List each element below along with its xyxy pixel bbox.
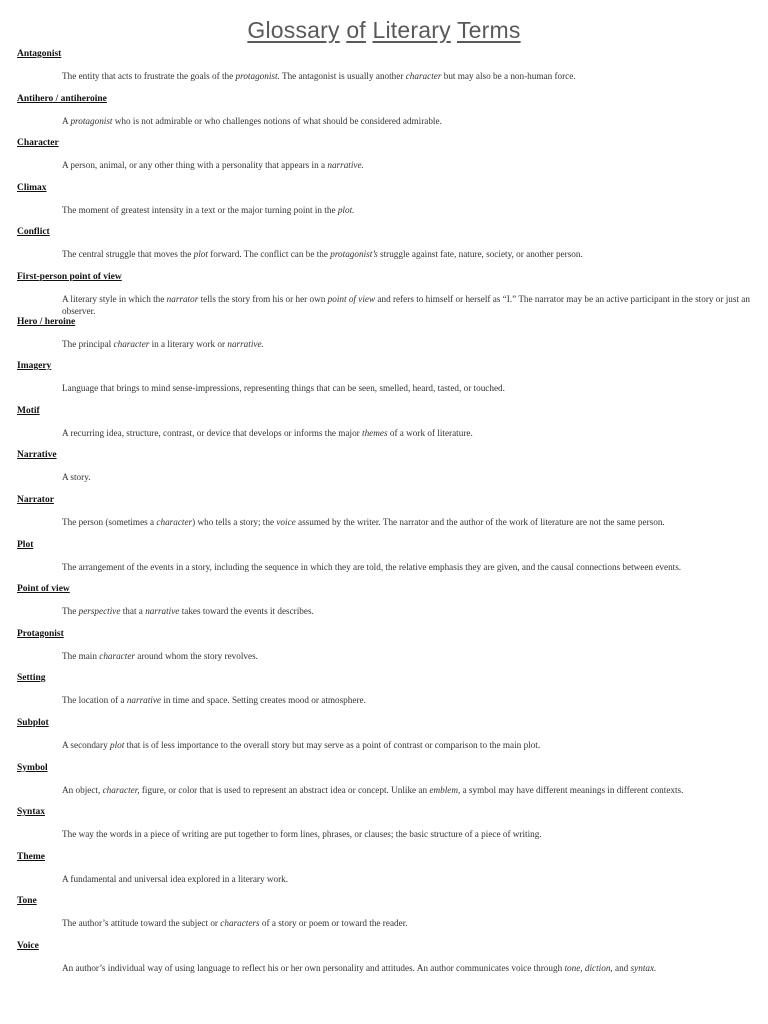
glossary-definition: A secondary plot that is of less importance to the overall story but may serve as a point of contrast or comparison to the main plot.: [62, 740, 541, 750]
glossary-term: Narrative: [17, 450, 57, 461]
glossary-definition: The central struggle that moves the plot forward. The conflict can be the protagonist’s struggle against fate, nature, society, or another person.: [62, 249, 583, 260]
glossary-term: Plot: [17, 539, 34, 550]
glossary-definition: Language that brings to mind sense-impressions, representing things that can be seen, smelled, heard, tasted, or touched.: [62, 383, 505, 394]
title-word: Terms: [456, 17, 521, 43]
glossary-definition: The main character around whom the story revolves.: [62, 650, 258, 661]
glossary-definition: The author’s attitude toward the subject or characters of a story or poem or toward the reader.: [62, 918, 408, 929]
glossary-term: Syntax: [17, 807, 45, 818]
glossary-term: Voice: [17, 941, 39, 951]
glossary-term: Setting: [17, 673, 46, 684]
glossary-definition: The moment of greatest intensity in a text or the major turning point in the plot.: [62, 204, 355, 215]
glossary-term: Motif: [17, 405, 40, 416]
glossary-term: Protagonist: [17, 628, 64, 639]
glossary-definition: A fundamental and universal idea explored in a literary work.: [62, 873, 289, 884]
glossary-definition: An object, character, figure, or color that is used to represent an abstract idea or concept. Unlike an emblem, a symbol may have different meanings in different contexts.: [62, 784, 684, 795]
glossary-definition: The perspective that a narrative takes toward the events it describes.: [62, 606, 314, 617]
glossary-term: First-person point of view: [17, 272, 122, 282]
glossary-term: Climax: [17, 182, 47, 193]
glossary-term: Symbol: [17, 762, 48, 773]
page-title: [0, 17, 768, 44]
glossary-term: Narrator: [17, 495, 54, 505]
glossary-term: Conflict: [17, 227, 50, 238]
glossary-term: Character: [17, 138, 59, 149]
glossary-definition: The entity that acts to frustrate the goals of the protagonist. The antagonist is usually another character but may also be a non-human force.: [62, 71, 576, 81]
glossary-term: Subplot: [17, 718, 49, 728]
glossary-definition: The person (sometimes a character) who tells a story; the voice assumed by the writer. The narrator and the author of the work of literature are not the same person.: [62, 517, 665, 527]
glossary-term: Point of view: [17, 584, 70, 595]
glossary-term: Hero / heroine: [17, 316, 76, 327]
title-word: of: [346, 17, 366, 43]
glossary-term: Theme: [17, 851, 45, 862]
glossary-definition: A literary style in which the narrator tells the story from his or her own point of view and refers to himself or herself as “I.” The narrator may be an active participant in the story or just an observer.: [62, 294, 750, 316]
glossary-definition: A protagonist who is not admirable or who challenges notions of what should be considered admirable.: [62, 115, 442, 126]
glossary-term: Antagonist: [17, 49, 62, 59]
glossary-term: Imagery: [17, 361, 52, 372]
glossary-definition: The way the words in a piece of writing are put together to form lines, phrases, or clauses; the basic structure of a piece of writing.: [62, 829, 542, 840]
title-word: Literary: [372, 17, 451, 43]
glossary-definition: A recurring idea, structure, contrast, or device that develops or informs the major themes of a work of literature.: [62, 427, 473, 438]
glossary-definition: A story.: [62, 472, 91, 483]
glossary-definition: An author’s individual way of using language to reflect his or her own personality and attitudes. An author communicates voice through tone, diction, and syntax.: [62, 963, 657, 973]
title-word: Glossary: [247, 17, 340, 43]
glossary-definition: The location of a narrative in time and space. Setting creates mood or atmosphere.: [62, 695, 366, 706]
glossary-term: Antihero / antiheroine: [17, 93, 107, 104]
glossary-term: Tone: [17, 896, 37, 907]
glossary-definition: The arrangement of the events in a story, including the sequence in which they are told, the relative emphasis they are given, and the causal connections between events.: [62, 561, 682, 572]
glossary-definition: A person, animal, or any other thing with a personality that appears in a narrative.: [62, 160, 364, 171]
glossary-definition: The principal character in a literary work or narrative.: [62, 338, 264, 349]
